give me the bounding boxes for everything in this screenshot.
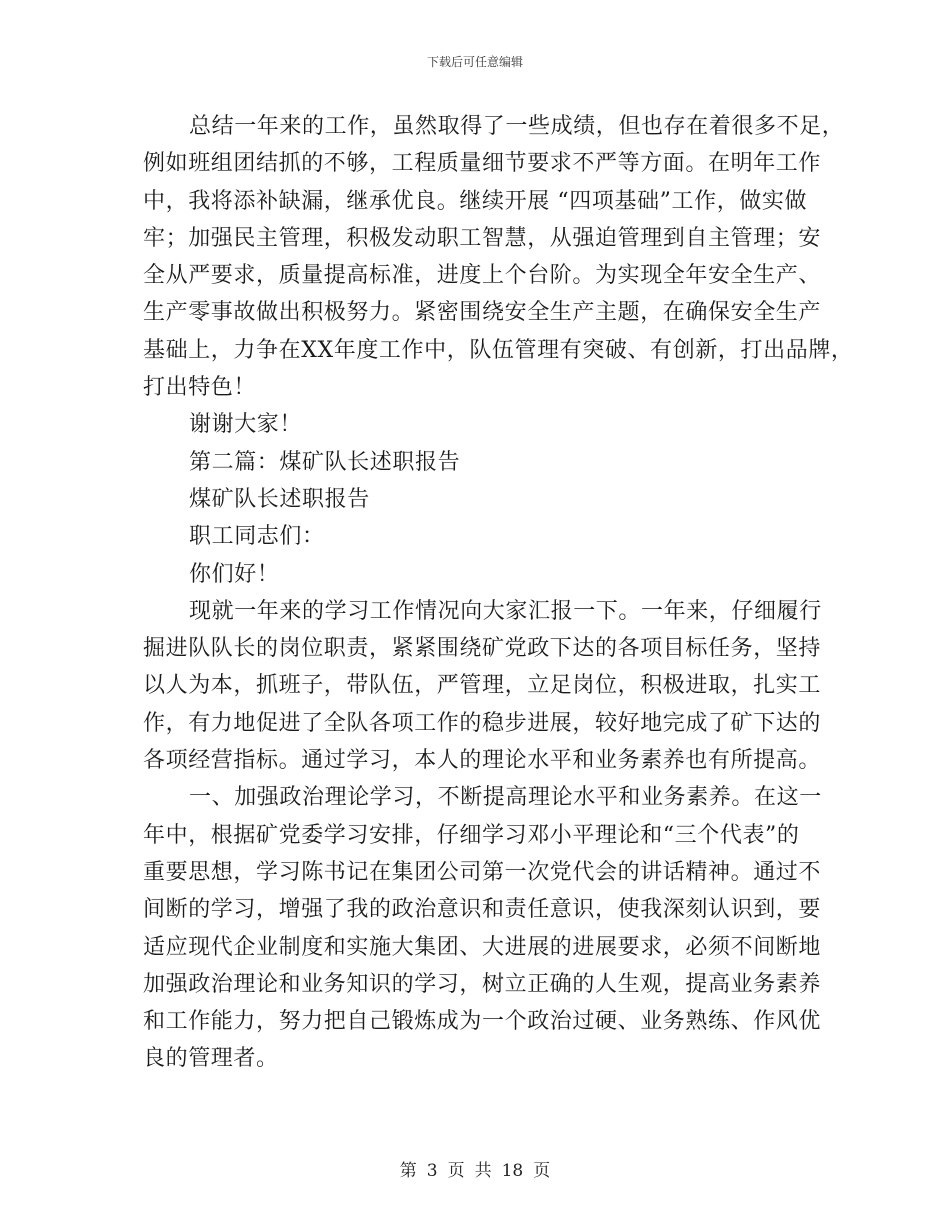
paragraph-line: 以人为本，抓班子，带队伍，严管理，立足岗位，积极进取，扎实工 — [143, 673, 822, 699]
page-footer — [0, 1156, 950, 1181]
page-current: 3 — [426, 1161, 438, 1181]
paragraph-line: 年中，根据矿党委学习安排，仔细学习邓小平理论和“三个代表”的 — [143, 822, 800, 848]
total-label: 共 — [474, 1161, 492, 1181]
paragraph-line: 例如班组团结抓的不够，工程质量细节要求不严等方面。在明年工作 — [143, 151, 822, 177]
paragraph-line: 打出特色！ — [143, 375, 257, 401]
paragraph-line: 作，有力地促进了全队各项工作的稳步进展，较好地完成了矿下达的 — [143, 710, 822, 736]
page-label: 第 — [399, 1161, 417, 1181]
paragraph-line: 良的管理者。 — [143, 1046, 279, 1072]
header-note: 下载后可任意编辑 — [426, 55, 523, 69]
section-heading: 第二篇：煤矿队长述职报告 — [189, 449, 461, 475]
paragraph-line: 和工作能力，努力把自己锻炼成为一个政治过硬、业务熟练、作风优 — [143, 1009, 822, 1035]
paragraph-line: 各项经营指标。通过学习，本人的理论水平和业务素养也有所提高。 — [143, 748, 822, 774]
paragraph-line: 牢；加强民主管理，积极发动职工智慧，从强迫管理到自主管理；安 — [143, 225, 822, 251]
paragraph-line: 一、加强政治理论学习，不断提高理论水平和业务素养。在这一 — [189, 785, 822, 811]
closing-thanks: 谢谢大家！ — [189, 412, 303, 438]
paragraph-line: 间断的学习，增强了我的政治意识和责任意识，使我深刻认识到，要 — [143, 897, 822, 923]
paragraph-line: 基础上，力争在XX年度工作中，队伍管理有突破、有创新，打出品牌， — [143, 337, 854, 363]
paragraph-line: 加强政治理论和业务知识的学习，树立正确的人生观，提高业务素养 — [143, 971, 822, 997]
paragraph-line: 中，我将添补缺漏，继承优良。继续开展 “四项基础”工作，做实做 — [143, 188, 808, 214]
page-total: 18 — [501, 1161, 524, 1181]
paragraph-line: 总结一年来的工作，虽然取得了一些成绩，但也存在着很多不足， — [189, 114, 845, 139]
paragraph-line: 适应现代企业制度和实施大集团、大进展的进展要求，必须不间断地 — [143, 934, 822, 960]
report-title: 煤矿队长述职报告 — [189, 486, 370, 512]
paragraph-line: 全从严要求，质量提高标准，进度上个台阶。为实现全年安全生产、 — [143, 263, 822, 289]
document-body — [143, 108, 854, 1078]
paragraph-line: 生产零事故做出积极努力。紧密围绕安全生产主题，在确保安全生产 — [143, 300, 822, 326]
paragraph-line: 重要思想，学习陈书记在集团公司第一次党代会的讲话精神。通过不 — [143, 859, 822, 885]
paragraph-line: 掘进队队长的岗位职责，紧紧围绕矿党政下达的各项目标任务，坚持 — [143, 636, 822, 662]
greeting: 你们好！ — [189, 561, 280, 587]
page-unit: 页 — [447, 1161, 465, 1181]
total-unit: 页 — [533, 1161, 551, 1181]
paragraph-line: 现就一年来的学习工作情况向大家汇报一下。一年来，仔细履行 — [189, 598, 822, 624]
salutation: 职工同志们： — [189, 524, 325, 550]
